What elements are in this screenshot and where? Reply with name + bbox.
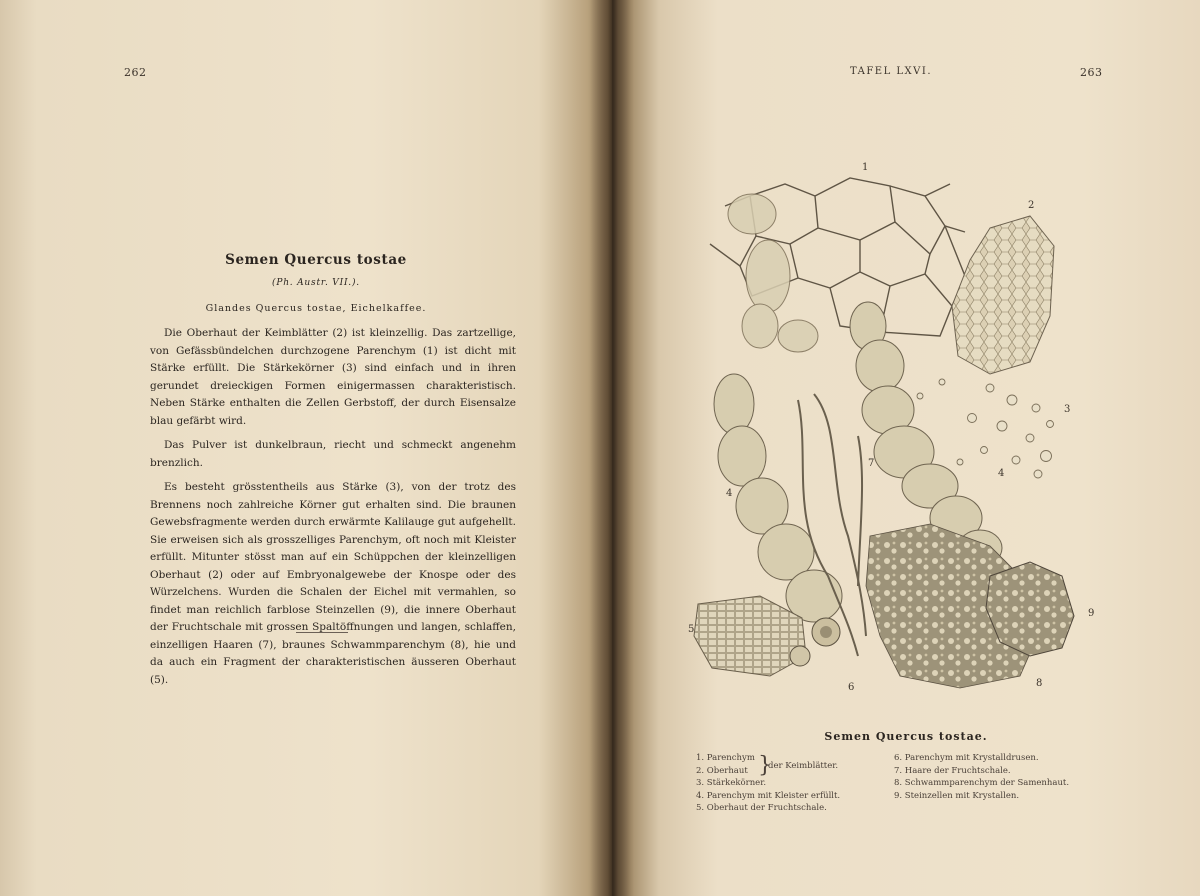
legend-right <box>894 752 1094 802</box>
figure-label: 5 <box>688 624 695 635</box>
figure-label: 9 <box>1088 608 1095 619</box>
legend-item: 7. Haare der Fruchtschale. <box>894 765 1011 776</box>
legend-item: 8. Schwammparenchym der Samenhaut. <box>894 778 1070 789</box>
microscopy-plate <box>690 156 1110 704</box>
legend-item: 3. Stärkekörner. <box>696 778 767 789</box>
article-title: Semen Quercus tostae <box>225 252 407 268</box>
figure-label: 4 <box>726 488 733 499</box>
legend-item: 1. Parenchym <box>696 753 755 763</box>
figure-label: 1 <box>862 162 869 173</box>
paragraph-2: Das Pulver ist dunkelbraun, riecht und schmeckt angenehm brenzlich. <box>150 439 516 469</box>
legend-item: 9. Steinzellen mit Krystallen. <box>894 790 1020 801</box>
legend-item: 5. Oberhaut der Fruchtschale. <box>696 803 827 814</box>
figure-label: 8 <box>1036 678 1043 689</box>
book-gutter <box>590 0 634 896</box>
pharmacopoeia-reference: (Ph. Austr. VII.). <box>272 278 360 288</box>
figure-label: 7 <box>868 458 875 469</box>
body-text <box>150 325 516 696</box>
legend-item: 4. Parenchym mit Kleister erfüllt. <box>696 790 841 801</box>
legend-brace: } <box>758 753 772 778</box>
running-head: TAFEL LXVI. <box>850 66 933 77</box>
paragraph-3: Es besteht grösstentheils aus Stärke (3), von der trotz des Brennens noch zahlreiche Körner gut erhalten sind. Die braunen Gewebsfragmente werden durch erwärmte Kalilauge gut aufgehellt. Sie erweisen sich als grosszelliges Parenchym, oft noch mit Kleister erfüllt. Mitunter stösst man auf ein Schüppchen der kleinzelligen Oberhaut (2) oder auf Embryonalgewebe der Knospe oder des Würzelchens. Wurden die Schalen der Eichel mit vermahlen, so findet man reichlich farblose Steinzellen (9), die innere Oberhaut der Fruchtschale mit grossen Spaltöffnungen und langen, schlaffen, einzelligen Haaren (7), braunes Schwammparenchym (8), hie und da auch ein Fragment der charakteristischen äusseren Oberhaut (5). <box>150 481 516 686</box>
end-rule <box>296 632 348 633</box>
figure-label: 6 <box>848 682 855 693</box>
page-number-left: 262 <box>124 66 147 79</box>
synonyms-line: Glandes Quercus tostae, Eichelkaffee. <box>205 303 427 314</box>
right-page <box>612 0 1200 896</box>
legend-brace-label: der Keimblätter. <box>768 761 839 771</box>
figure-2-epidermis <box>952 216 1054 374</box>
figure-label: 4 <box>998 468 1005 479</box>
figure-label: 3 <box>1064 404 1071 415</box>
figure-label: 2 <box>1028 200 1035 211</box>
page-number-right: 263 <box>1080 66 1103 79</box>
plate-title: Semen Quercus tostae. <box>824 730 988 743</box>
paragraph-1: Die Oberhaut der Keimblätter (2) ist kleinzellig. Das zartzellige, von Gefässbündelchen durchzogene Parenchym (1) ist dicht mit Stärke erfüllt. Die Stärkekörner (3) sind einfach und in ihren gerundet dreieckigen Formen einigermassen charakteristisch. Neben Stärke enthalten die Zellen Gerbstoff, der durch Eisensalze blau gefärbt wird. <box>150 327 516 427</box>
legend-item: 6. Parenchym mit Krystalldrusen. <box>894 753 1039 763</box>
figure-3-starch-grains <box>917 379 1054 478</box>
legend-item: 2. Oberhaut <box>696 765 748 776</box>
